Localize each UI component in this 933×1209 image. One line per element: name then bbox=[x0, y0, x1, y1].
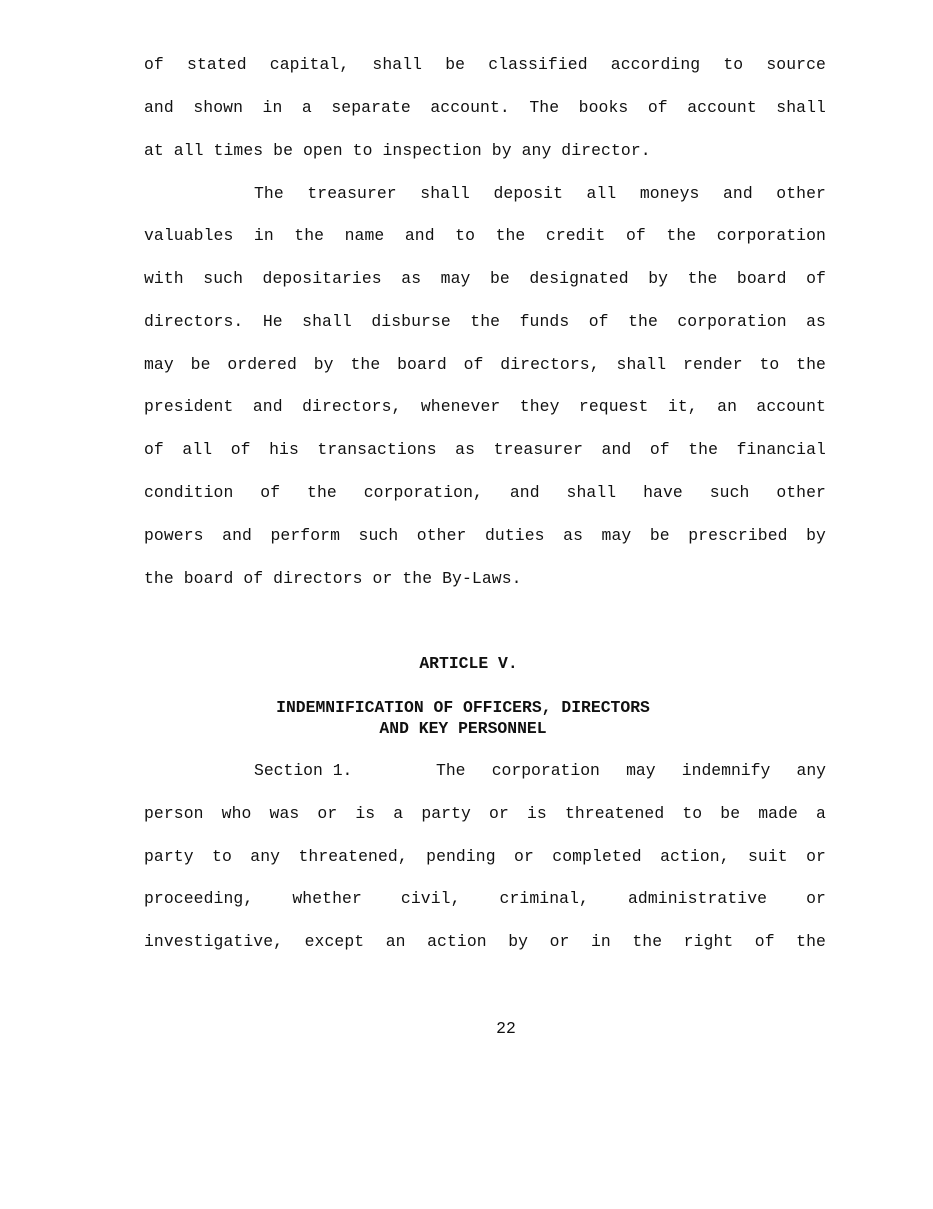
body-text-line: The corporation may indemnify any bbox=[436, 761, 826, 780]
body-text-line: The treasurer shall deposit all moneys and other bbox=[254, 184, 826, 203]
body-text-line: of all of his transactions as treasurer and of the financial bbox=[144, 440, 826, 459]
body-text-line: condition of the corporation, and shall have such other bbox=[144, 483, 826, 502]
body-text-line: of stated capital, shall be classified according to source bbox=[144, 55, 826, 74]
body-text-line: party to any threatened, pending or completed action, suit or bbox=[144, 847, 826, 866]
body-text-line: investigative, except an action by or in the right of the bbox=[144, 932, 826, 951]
body-text-line: person who was or is a party or is threatened to be made a bbox=[144, 804, 826, 823]
body-text-line: may be ordered by the board of directors, shall render to the bbox=[144, 355, 826, 374]
body-text-line: at all times be open to inspection by any director. bbox=[144, 141, 651, 160]
body-text-line: valuables in the name and to the credit of the corporation bbox=[144, 226, 826, 245]
article-title: ARTICLE V. bbox=[419, 654, 518, 673]
body-text-line: president and directors, whenever they request it, an account bbox=[144, 397, 826, 416]
body-text-line: and shown in a separate account. The books of account shall bbox=[144, 98, 826, 117]
article-heading-line-2: AND KEY PERSONNEL bbox=[379, 719, 547, 738]
section-label: Section 1. bbox=[254, 761, 353, 780]
body-text-line: with such depositaries as may be designated by the board of bbox=[144, 269, 826, 288]
body-text-line: powers and perform such other duties as may be prescribed by bbox=[144, 526, 826, 545]
body-text-line: proceeding, whether civil, criminal, administrative or bbox=[144, 889, 826, 908]
body-text-line: directors. He shall disburse the funds of the corporation as bbox=[144, 312, 826, 331]
article-heading-line-1: INDEMNIFICATION OF OFFICERS, DIRECTORS bbox=[276, 698, 650, 717]
body-text-line: the board of directors or the By-Laws. bbox=[144, 569, 522, 588]
page-number: 22 bbox=[496, 1019, 516, 1038]
